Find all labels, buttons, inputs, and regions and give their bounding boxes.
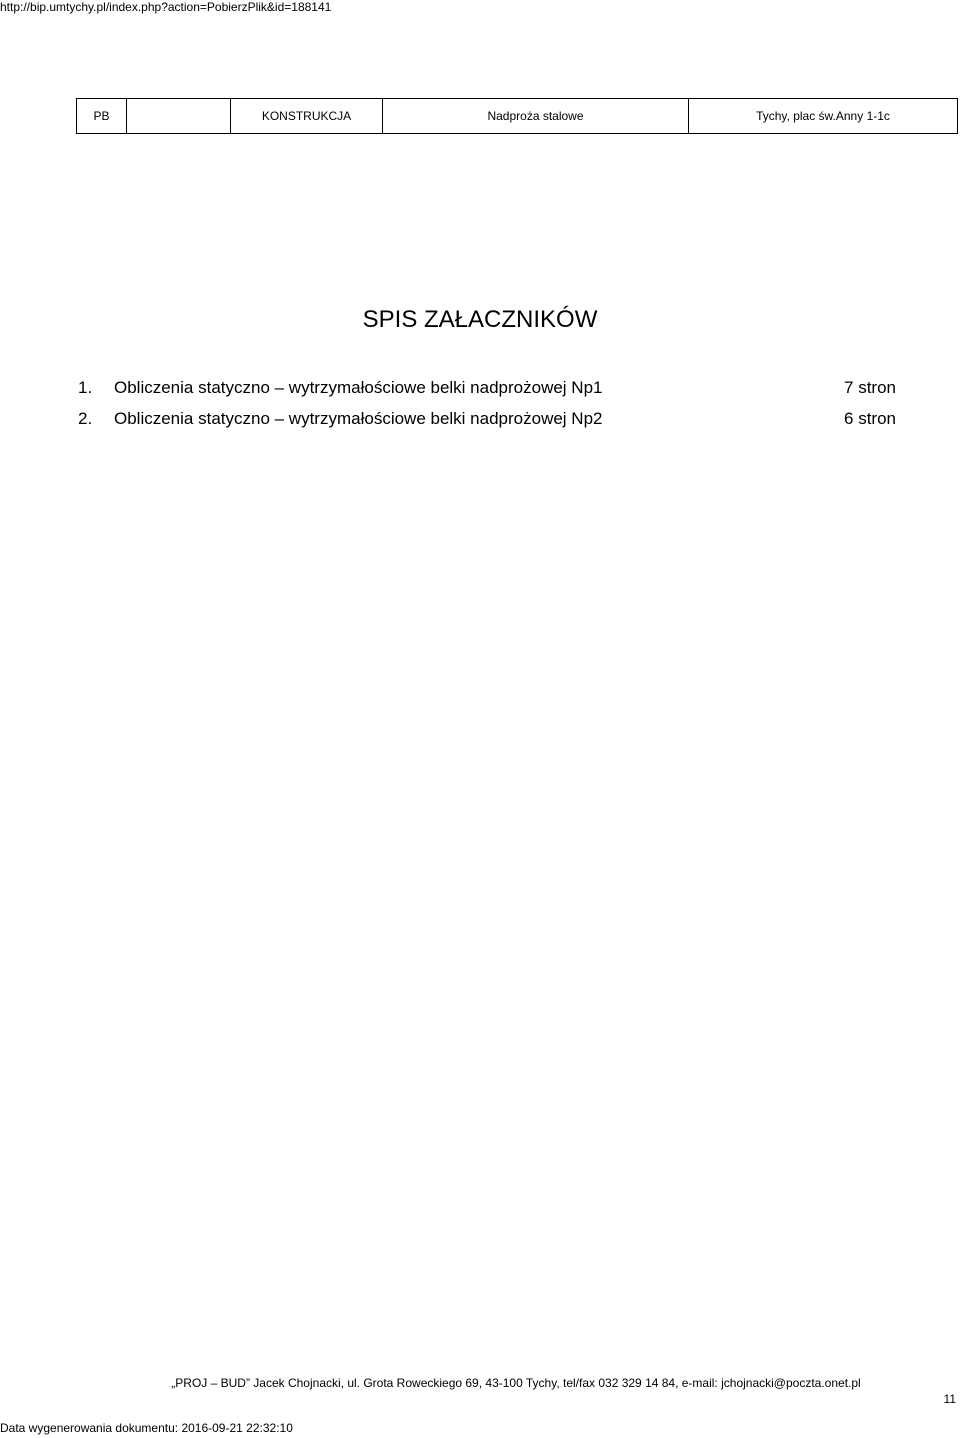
source-url: http://bip.umtychy.pl/index.php?action=PobierzPlik&id=188141 (0, 0, 332, 14)
list-item-pages: 6 stron (844, 409, 896, 428)
list-item (78, 408, 898, 439)
generated-date: Data wygenerowania dokumentu: 2016-09-21 22:32:10 (0, 1421, 293, 1435)
attachments-list (78, 377, 898, 439)
page-number: 11 (943, 1392, 956, 1406)
header-location: Tychy, plac św.Anny 1-1c (689, 99, 958, 134)
document-title: SPIS ZAŁACZNIKÓW (362, 306, 598, 333)
header-empty-cell (127, 99, 231, 134)
list-item-number: 1. (78, 378, 93, 397)
footer-company-info: „PROJ – BUD” Jacek Chojnacki, ul. Grota Roweckiego 69, 43-100 Tychy, tel/fax 032 329 14 84, e-mail: jchojnacki@poczta.onet.pl (171, 1376, 861, 1390)
list-item-text: Obliczenia statyczno – wytrzymałościowe belki nadprożowej Np1 (114, 378, 603, 397)
header-stage: PB (77, 99, 127, 134)
list-item-number: 2. (78, 409, 93, 428)
header-table (76, 98, 958, 134)
header-subject: Nadproża stalowe (383, 99, 689, 134)
header-branch: KONSTRUKCJA (231, 99, 383, 134)
list-item (78, 377, 898, 408)
list-item-pages: 7 stron (844, 378, 896, 397)
header-row (77, 99, 958, 134)
list-item-text: Obliczenia statyczno – wytrzymałościowe belki nadprożowej Np2 (114, 409, 603, 428)
